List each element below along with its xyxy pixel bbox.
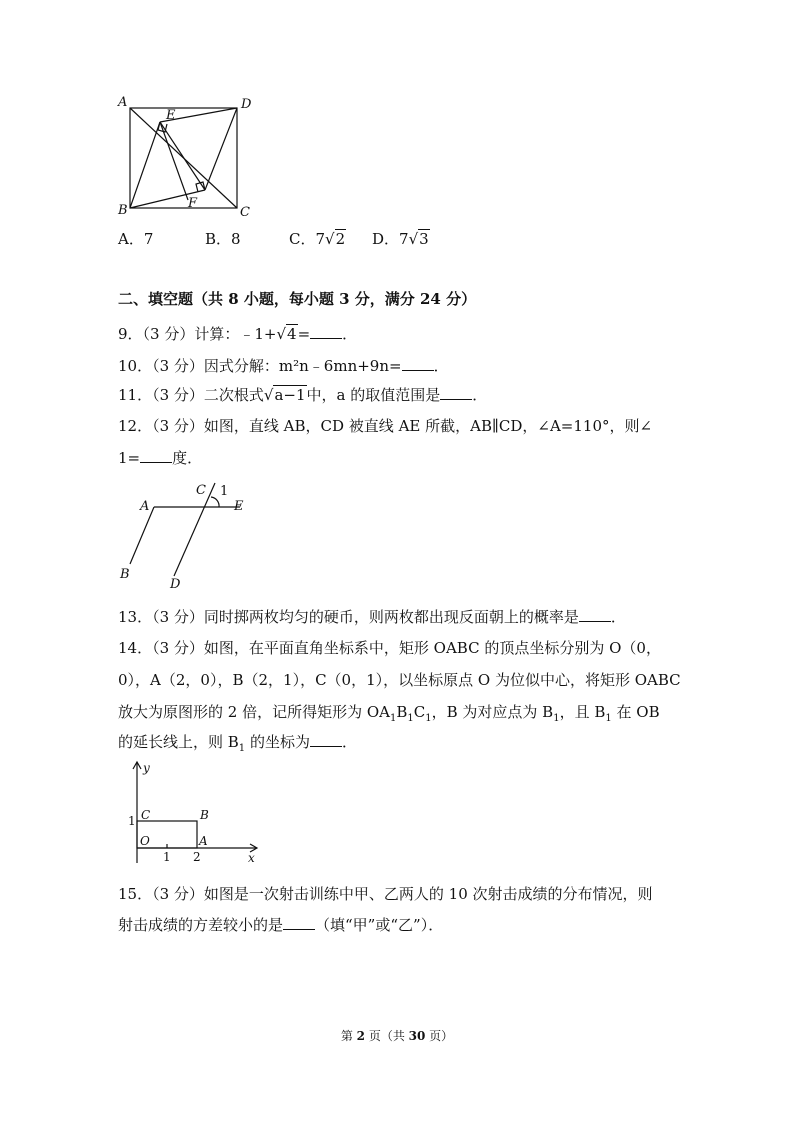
tick-label-y1: 1 (128, 814, 136, 828)
q15-suffix: （填“甲”或“乙”）． (315, 916, 444, 934)
q14-text-b: B (396, 703, 408, 721)
label-y: y (143, 761, 150, 775)
option-d-coefficient: D．7 (372, 230, 409, 248)
sqrt-symbol: √a−1 (263, 386, 306, 404)
q14-text-h: 的坐标为 (245, 733, 310, 751)
footer-text-b: 页（共 (365, 1029, 409, 1043)
q9-text: 9．（3 分）计算：﹣1+ (118, 325, 277, 343)
q14-text-d: ，B 为对应点为 B (431, 703, 554, 721)
subscript: 1 (553, 713, 560, 724)
q13-text: 13．（3 分）同时掷两枚均匀的硬币，则两枚都出现反面朝上的概率是 (118, 608, 579, 626)
answer-blank[interactable] (283, 915, 315, 930)
sqrt-symbol: √4 (276, 325, 297, 343)
tick-label-x1: 1 (163, 850, 171, 864)
label-f: F (188, 196, 198, 211)
q14-text-g: 的延长线上，则 B (118, 733, 239, 751)
option-c-coefficient: C．7 (289, 230, 326, 248)
label-b: B (120, 567, 130, 582)
footer-text-c: 页） (425, 1029, 454, 1043)
question-12-line1: 12．（3 分）如图，直线 AB，CD 被直线 AE 所截，AB∥CD，∠A=110°，则∠ (118, 417, 653, 435)
label-o: O (140, 834, 150, 848)
question-11 (118, 385, 487, 405)
q11-radicand: a−1 (274, 386, 306, 404)
label-e: E (234, 499, 244, 514)
q9-radicand: 4 (287, 325, 297, 343)
option-d-radicand: 3 (419, 230, 429, 248)
label-x: x (248, 851, 255, 865)
answer-blank[interactable] (310, 324, 342, 339)
q14-text-f: 在 OB (611, 703, 660, 721)
question-14-line2: 0），A（2，0），B（2，1），C（0，1），以坐标原点 O 为位似中心，将矩形 OABC (118, 671, 681, 689)
q13-end: ． (610, 608, 626, 626)
question-15-line2 (118, 915, 443, 935)
q10-end: ． (433, 357, 449, 375)
label-a: A (199, 834, 208, 848)
label-b: B (118, 203, 128, 218)
q11-text: 11．（3 分）二次根式 (118, 386, 264, 404)
answer-blank[interactable] (402, 356, 434, 371)
page-number: 2 (356, 1029, 365, 1043)
answer-blank[interactable] (440, 385, 472, 400)
option-c-radicand: 2 (335, 230, 346, 248)
option-c (289, 228, 346, 249)
question-15-line1: 15．（3 分）如图是一次射击训练中甲、乙两人的 10 次射击成绩的分布情况，则 (118, 885, 653, 903)
total-pages: 30 (408, 1029, 426, 1043)
question-13 (118, 607, 626, 627)
q14-text-a: 放大为原图形的 2 倍，记所得矩形为 OA (118, 703, 390, 721)
label-d: D (170, 577, 181, 592)
question-14-line3 (118, 702, 660, 729)
subscript: 1 (605, 713, 612, 724)
coordinate-figure (122, 758, 272, 868)
square-figure (110, 92, 260, 222)
q14-end: ． (341, 733, 357, 751)
subscript: 1 (425, 713, 432, 724)
question-9 (118, 324, 357, 344)
label-a: A (118, 95, 128, 110)
subscript: 1 (407, 713, 414, 724)
q15-prefix: 射击成绩的方差较小的是 (118, 916, 284, 934)
question-14-line4 (118, 732, 357, 759)
sqrt-symbol: √2 (325, 230, 346, 248)
question-10 (118, 356, 449, 376)
q11-end: ． (472, 386, 488, 404)
section-heading: 二、填空题（共 8 小题，每小题 3 分，满分 24 分） (118, 290, 477, 308)
answer-blank[interactable] (310, 732, 342, 747)
option-a: A．7 (118, 230, 154, 248)
subscript: 1 (389, 713, 397, 724)
q9-equals: = (297, 325, 311, 343)
label-angle-1: 1 (220, 484, 229, 499)
label-d: D (241, 97, 252, 112)
q9-end: ． (342, 325, 358, 343)
q10-text: 10．（3 分）因式分解：m²n﹣6mn+9n= (118, 357, 402, 375)
option-d (372, 228, 430, 249)
label-c: C (141, 808, 151, 822)
question-14-line1: 14．（3 分）如图，在平面直角坐标系中，矩形 OABC 的顶点坐标分别为 O（0， (118, 639, 661, 657)
parallel-lines-figure (112, 478, 272, 593)
q14-text-e: ，且 B (559, 703, 606, 721)
label-c: C (240, 205, 250, 220)
q14-text-c: C (413, 703, 426, 721)
answer-blank[interactable] (140, 448, 172, 463)
label-e: E (166, 108, 176, 123)
q11-middle: 中，a 的取值范围是 (306, 386, 441, 404)
q12-end: 度． (172, 449, 203, 467)
label-b: B (200, 808, 209, 822)
sqrt-symbol: √3 (408, 230, 429, 248)
subscript: 1 (238, 743, 246, 754)
option-b: B．8 (205, 230, 241, 248)
footer-text-a: 第 (340, 1029, 357, 1043)
label-c: C (196, 483, 206, 498)
tick-label-x2: 2 (193, 850, 201, 864)
page-footer (0, 1027, 794, 1044)
question-12-line2 (118, 448, 202, 468)
q12-prefix: 1= (118, 449, 141, 467)
label-a: A (140, 499, 150, 514)
answer-blank[interactable] (579, 607, 611, 622)
